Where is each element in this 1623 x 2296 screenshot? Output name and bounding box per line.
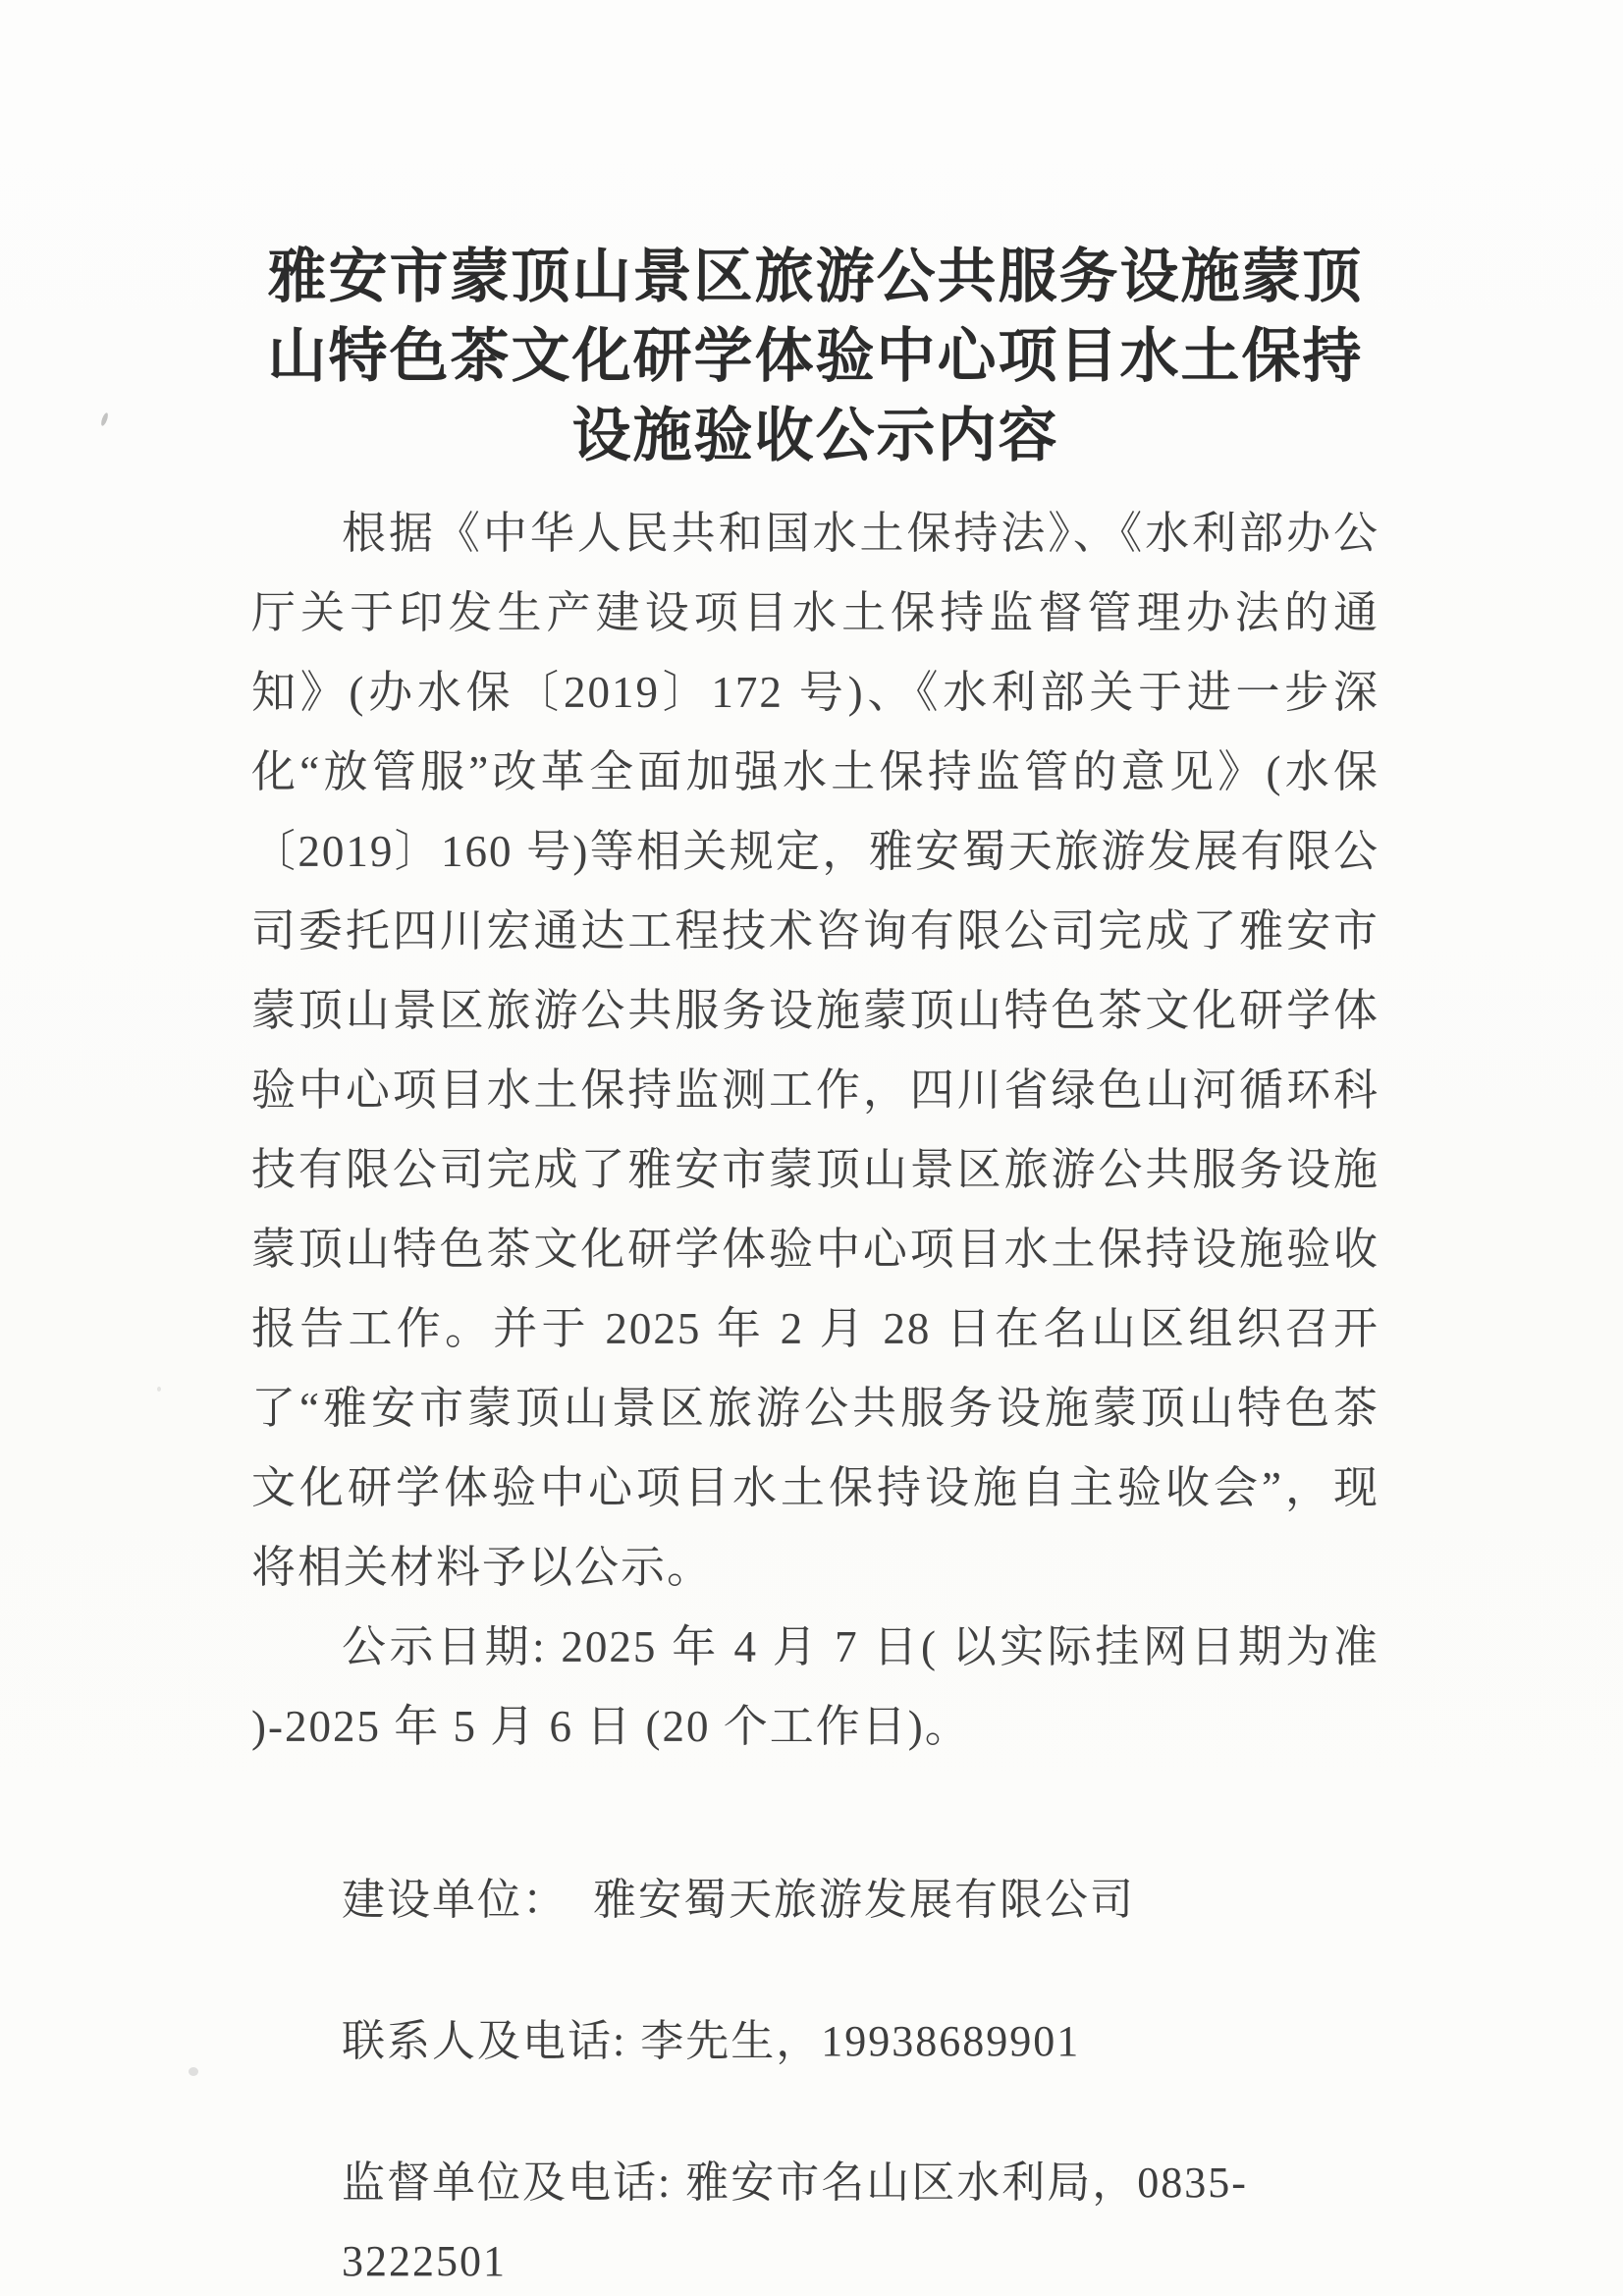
title-line-2: 山特色茶文化研学体验中心项目水土保持 — [267, 324, 1364, 389]
contact-person-label: 联系人及电话: — [342, 2017, 627, 2065]
scan-speck — [189, 2067, 198, 2076]
supervision-unit-label: 监督单位及电话: — [342, 2159, 673, 2207]
supervision-unit-value: 雅安市名山区水利局，0835-3222501 — [342, 2159, 1248, 2285]
document-title — [251, 238, 1380, 476]
main-paragraph: 根据《中华人民共和国水土保持法》、《水利部办公厅关于印发生产建设项目水土保持监督管理办法的通知》(办水保〔2019〕172 号)、《水利部关于进一步深化“放管服”改革全面加强水土保持监管的意见》(水保〔2019〕160 号)等相关规定，雅安蜀天旅游发展有限公司委托四川宏通达工程技术咨询有限公司完成了雅安市蒙顶山景区旅游公共服务设施蒙顶山特色茶文化研学体验中心项目水土保持监测工作，四川省绿色山河循环科技有限公司完成了雅安市蒙顶山景区旅游公共服务设施蒙顶山特色茶文化研学体验中心项目水土保持设施验收报告工作。并于 2025 年 2 月 28 日在名山区组织召开了“雅安市蒙顶山景区旅游公共服务设施蒙顶山特色茶文化研学体验中心项目水土保持设施自主验收会”，现将相关材料予以公示。 — [251, 509, 1380, 1592]
title-line-3: 设施验收公示内容 — [571, 404, 1059, 468]
construction-unit-row — [251, 1861, 1380, 1940]
scan-speck — [157, 1387, 161, 1392]
construction-unit-label: 建设单位： — [342, 1876, 568, 1924]
contact-person-row — [251, 2002, 1380, 2081]
contact-section — [251, 1861, 1380, 2296]
contact-person-value: 李先生，19938689901 — [640, 2017, 1081, 2065]
construction-unit-value: 雅安蜀天旅游发展有限公司 — [593, 1876, 1135, 1924]
supervision-unit-row — [251, 2144, 1380, 2296]
publication-date-paragraph: 公示日期: 2025 年 4 月 7 日( 以实际挂网日期为准 )-2025 年 5 月 6 日 (20 个工作日)。 — [251, 1622, 1380, 1751]
title-line-1: 雅安市蒙顶山景区旅游公共服务设施蒙顶 — [267, 245, 1364, 309]
